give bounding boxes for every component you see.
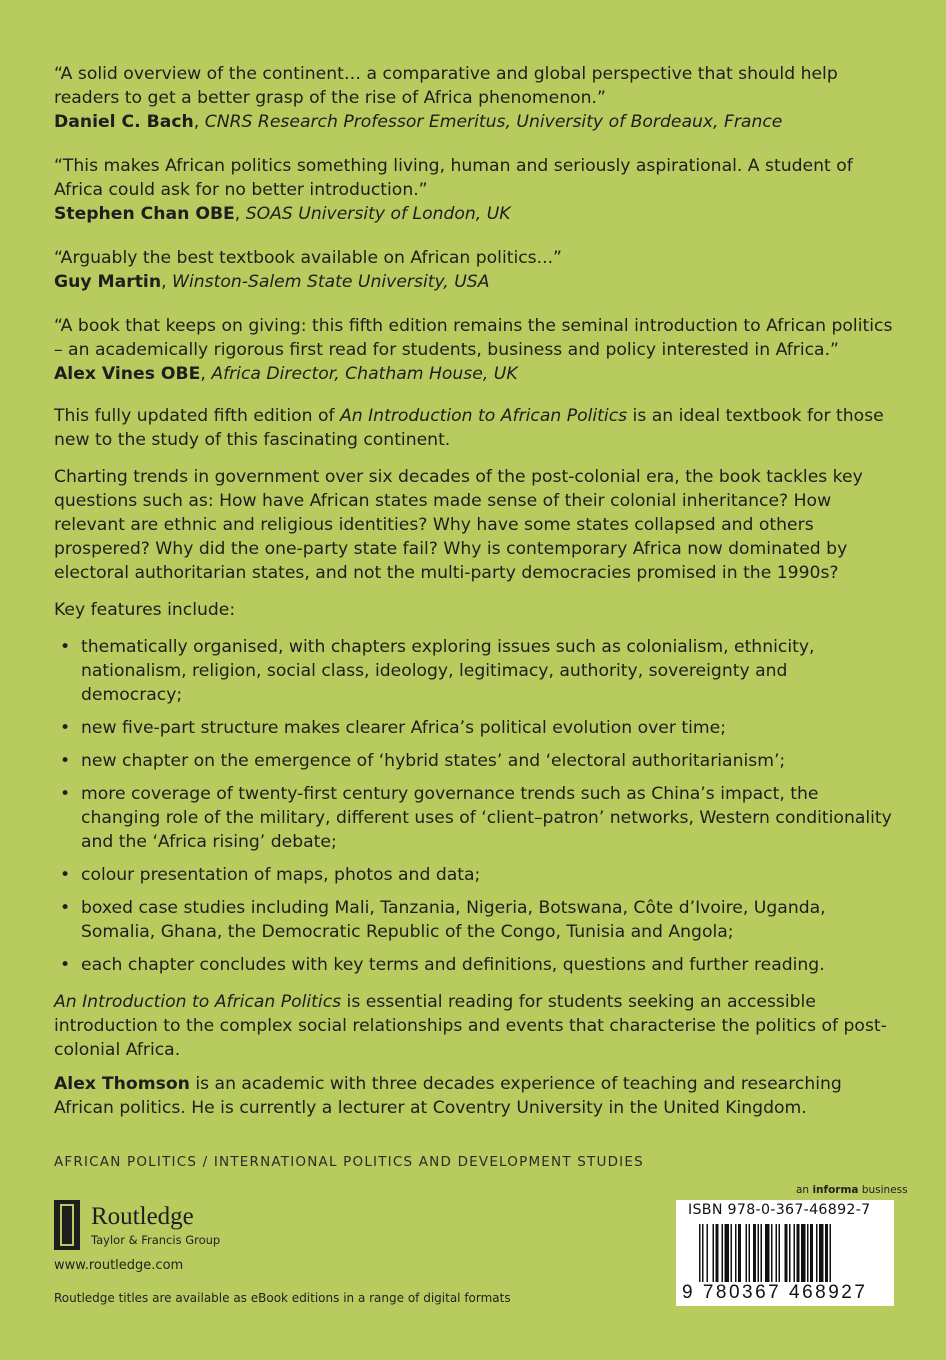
author-bio-text: is an academic with three decades experience of teaching and researching African politics. He is currently a lecturer at Coventry University in the United Kingdom. <box>54 1074 842 1118</box>
quote-author: Alex Vines OBE <box>54 364 201 384</box>
endorsement <box>54 314 894 386</box>
closing-paragraph <box>54 990 894 1062</box>
features-list <box>54 635 894 977</box>
list-item: • more coverage of twenty-first century governance trends such as China’s impact, the changing role of the military, different uses of ‘client–patron’ networks, Western conditionality and the ‘Africa rising’ debate; <box>54 782 894 854</box>
features-heading: Key features include: <box>54 600 236 620</box>
quote-text: “This makes African politics something living, human and seriously aspirational. A student of Africa could ask for no better introduction.” <box>54 156 853 200</box>
endorsements <box>54 62 894 406</box>
informa-prefix: an <box>796 1184 813 1196</box>
barcode-icon <box>699 1224 871 1282</box>
informa-suffix: business <box>858 1184 908 1196</box>
endorsement <box>54 154 894 226</box>
quote-affiliation: Africa Director, Chatham House, UK <box>211 364 518 384</box>
intro-text-end: is an ideal textbook for those new to the study of this fascinating continent. <box>54 406 884 450</box>
description <box>54 404 894 1075</box>
author-bio <box>54 1072 894 1120</box>
isbn-barcode <box>676 1200 894 1306</box>
intro-paragraph <box>54 404 894 452</box>
quote-text: “A solid overview of the continent… a comparative and global perspective that should help readers to get a better grasp of the rise of Africa phenomenon.” <box>54 64 838 108</box>
quote-affiliation: SOAS University of London, UK <box>245 204 511 224</box>
charting-paragraph: Charting trends in government over six decades of the post-colonial era, the book tackles key questions such as: How have African states made sense of their colonial inheritance? How relevant are ethnic and religious identities? Why have some states collapsed and others prospered? Why did the one-party state fail? Why is contemporary Africa now dominated by electoral authoritarian states, and not the multi-party democracies promised in the 1990s? <box>54 467 863 583</box>
quote-attribution: Guy Martin, Winston-Salem State University, USA <box>54 272 490 292</box>
informa-tagline <box>796 1184 908 1196</box>
subject-category: AFRICAN POLITICS / INTERNATIONAL POLITICS AND DEVELOPMENT STUDIES <box>54 1154 644 1170</box>
book-title: An Introduction to African Politics <box>340 406 628 426</box>
quote-text: “Arguably the best textbook available on African politics...” <box>54 248 562 268</box>
quote-author: Guy Martin <box>54 272 162 292</box>
quote-affiliation: Winston-Salem State University, USA <box>172 272 490 292</box>
list-item: • new chapter on the emergence of ‘hybrid states’ and ‘electoral authoritarianism’; <box>54 749 894 773</box>
quote-affiliation: CNRS Research Professor Emeritus, University of Bordeaux, France <box>204 112 783 132</box>
endorsement <box>54 62 894 134</box>
quote-author: Daniel C. Bach <box>54 112 194 132</box>
isbn-label: ISBN 978-0-367-46892-7 <box>688 1202 871 1218</box>
quote-attribution: Alex Vines OBE, Africa Director, Chatham House, UK <box>54 364 518 384</box>
quote-attribution: Daniel C. Bach, CNRS Research Professor Emeritus, University of Bordeaux, France <box>54 112 783 132</box>
ean-number: 9 780367 468927 <box>682 1282 868 1303</box>
ebook-note: Routledge titles are available as eBook editions in a range of digital formats <box>54 1291 511 1305</box>
publisher-name: Routledge <box>91 1203 194 1230</box>
list-item: • boxed case studies including Mali, Tanzania, Nigeria, Botswana, Côte d’Ivoire, Uganda, Somalia, Ghana, the Democratic Republic of the Congo, Tunisia and Angola; <box>54 896 894 944</box>
quote-author: Stephen Chan OBE <box>54 204 235 224</box>
routledge-mark-icon <box>54 1200 80 1250</box>
routledge-logo <box>54 1200 254 1252</box>
quote-attribution: Stephen Chan OBE, SOAS University of London, UK <box>54 204 511 224</box>
author-name: Alex Thomson <box>54 1074 190 1094</box>
closing-text: is essential reading for students seeking an accessible introduction to the complex social relationships and events that characterise the politics of post-colonial Africa. <box>54 992 887 1060</box>
quote-text: “A book that keeps on giving: this fifth edition remains the seminal introduction to African politics – an academically rigorous first read for students, business and policy interested in Africa.” <box>54 316 893 360</box>
list-item: • new five-part structure makes clearer Africa’s political evolution over time; <box>54 716 894 740</box>
list-item: • colour presentation of maps, photos and data; <box>54 863 894 887</box>
list-item: • each chapter concludes with key terms and definitions, questions and further reading. <box>54 953 894 977</box>
list-item: • thematically organised, with chapters exploring issues such as colonialism, ethnicity, nationalism, religion, social class, ideology, legitimacy, authority, sovereignty and democracy; <box>54 635 894 707</box>
intro-text: This fully updated fifth edition of <box>54 406 340 426</box>
informa-brand: informa <box>812 1184 859 1196</box>
endorsement <box>54 246 894 294</box>
book-title: An Introduction to African Politics <box>54 992 342 1012</box>
publisher-group: Taylor & Francis Group <box>91 1233 221 1247</box>
publisher-url: www.routledge.com <box>54 1258 184 1273</box>
